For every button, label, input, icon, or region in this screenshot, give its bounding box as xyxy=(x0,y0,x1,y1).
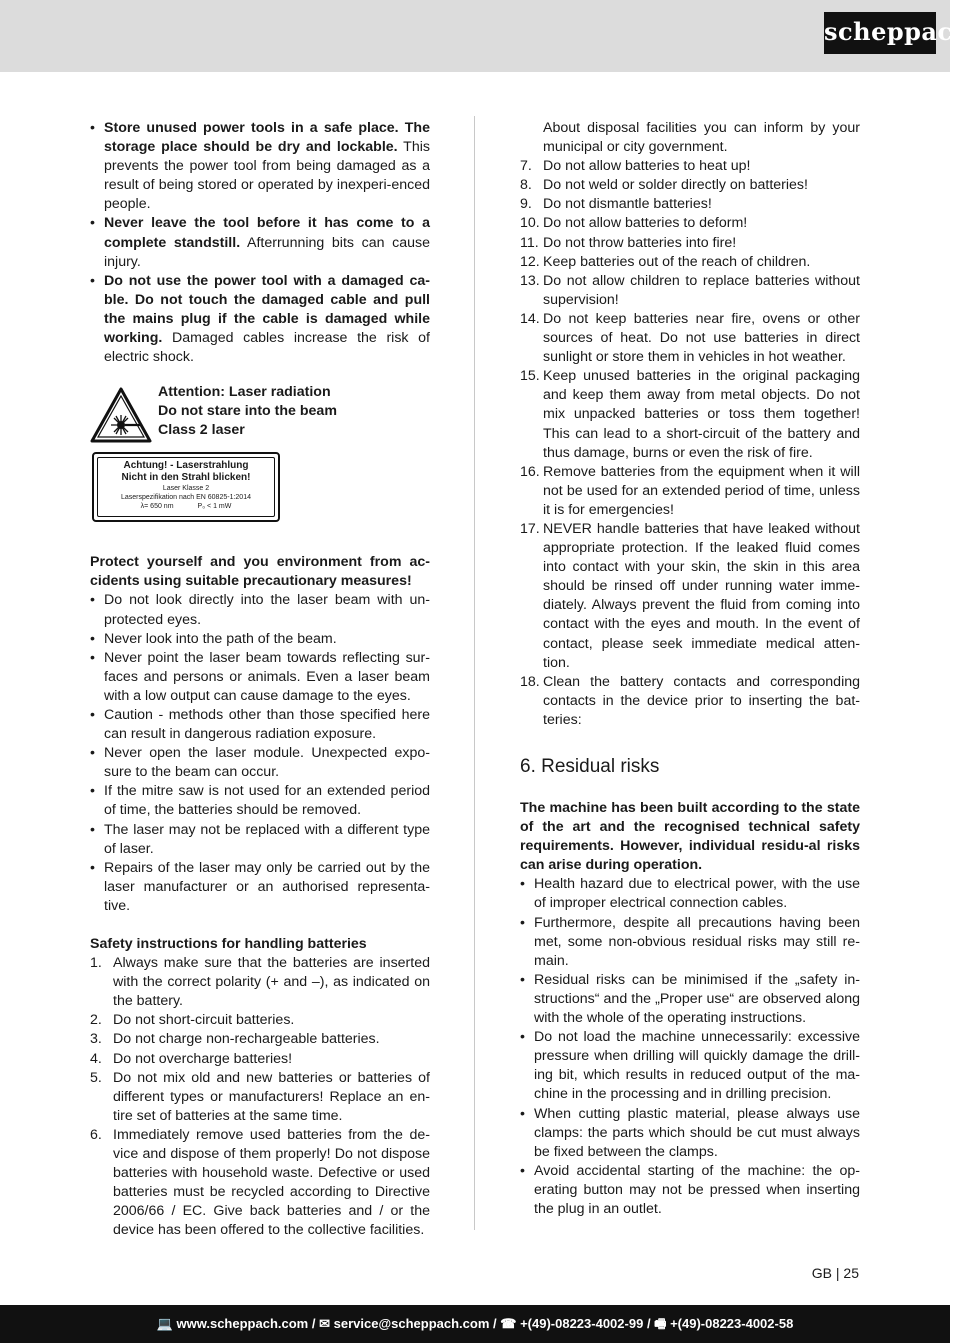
fax-icon: 🖷 xyxy=(654,1316,667,1331)
phone-number: +(49)-08223-4002-99 xyxy=(520,1316,644,1331)
list-item: 4. Do not overcharge batteries! xyxy=(90,1050,293,1067)
laser-safety-list xyxy=(90,591,430,916)
email-icon: ✉ xyxy=(319,1316,330,1331)
list-item: • When cutting plastic material, please always use clamps: the parts which should be cut must always be fixed between the clamps. xyxy=(520,1105,860,1162)
residual-risks-list xyxy=(520,875,860,1219)
list-item: 15. Keep unused batteries in the original packaging and keep them away from metal objects. Do not mix unpacked batteries or toss them together! This can lead to a short-circuit of the battery and thus damage, burns or even the risk of fire. xyxy=(520,368,860,461)
fax-number: +(49)-08223-4002-58 xyxy=(670,1316,794,1331)
right-column xyxy=(520,119,860,1219)
list-item: 8. Do not weld or solder directly on batteries! xyxy=(520,177,808,194)
list-item: 9. Do not dismantle batteries! xyxy=(520,196,712,213)
list-item: • Residual risks can be minimised if the „safety in-structions“ and the „Proper use“ are observed along with the whole of the operating instructions. xyxy=(520,971,860,1028)
list-item: 10. Do not allow batteries to deform! xyxy=(520,215,748,232)
list-item: • Never leave the tool before it has come to a complete standstill. Afterrunning bits can cause injury. xyxy=(90,214,430,271)
list-item: • Furthermore, despite all precautions having been met, some non-obvious residual risks may still re-main. xyxy=(520,914,860,971)
list-item: • Never point the laser beam towards reflecting sur-faces and persons or animals. Even a laser beam with a low output can cause damage to the eyes. xyxy=(90,649,430,706)
battery-list-left xyxy=(90,954,430,1240)
list-item: 16. Remove batteries from the equipment when it will not be used for an extended period of time, unless it is for emergencies! xyxy=(520,463,860,518)
safety-bullets-top xyxy=(90,119,430,367)
battery-list-right xyxy=(520,157,860,730)
battery-heading: Safety instructions for handling batteries xyxy=(90,936,367,952)
list-item: 12. Keep batteries out of the reach of children. xyxy=(520,253,811,270)
residual-intro: The machine has been built according to the state of the art and the recognised technical safety requirements. However, individual residu-al risks can arise during operation. xyxy=(520,800,860,874)
page-number: GB | 25 xyxy=(811,1265,859,1281)
laser-class-label: Achtung! - Laserstrahlung Nicht in den Strahl blicken! Laser Klasse 2 Laserspezifikation nach EN 60825-1:2014 λ= 650 nm P₀ < 1 mW xyxy=(92,452,280,522)
list-item: • Health hazard due to electrical power, with the use of improper electrical connection cables. xyxy=(520,875,860,913)
list-item: • If the mitre saw is not used for an extended period of time, the batteries should be removed. xyxy=(90,782,430,820)
scheppach-logo: scheppach xyxy=(824,12,936,54)
laser-caption: Attention: Laser radiation Do not stare into the beam Class 2 laser xyxy=(158,384,337,439)
footer-bar: 💻 www.scheppach.com / ✉ service@scheppach.com / ☎ +(49)-08223-4002-99 / 🖷 +(49)-08223-4002-58 xyxy=(0,1305,950,1343)
list-item: 18. Clean the battery contacts and corresponding contacts in the device prior to inserting the bat-teries: xyxy=(520,673,860,728)
list-item: • Never look into the path of the beam. xyxy=(90,630,430,649)
left-column xyxy=(90,119,430,1241)
list-item: • Do not look directly into the laser beam with un-protected eyes. xyxy=(90,591,430,629)
phone-icon: ☎ xyxy=(500,1316,517,1331)
list-item: 13. Do not allow children to replace batteries without supervision! xyxy=(520,272,860,308)
section-title: 6. Residual risks xyxy=(520,756,660,777)
email-link[interactable]: service@scheppach.com xyxy=(333,1316,490,1331)
laser-warning xyxy=(90,383,430,533)
list-item: • The laser may not be replaced with a different type of laser. xyxy=(90,821,430,859)
list-item: • Store unused power tools in a safe place. The storage place should be dry and lockable. This prevents the power tool from being damaged as a result of being stored or operated by inexperi-enced people. xyxy=(90,119,430,214)
list-item: • Repairs of the laser may only be carried out by the laser manufacturer or an authorised representa-tive. xyxy=(90,859,430,916)
list-item: 1. Always make sure that the batteries are inserted with the correct polarity (+ and –), as indicated on the battery. xyxy=(90,955,430,1010)
computer-icon: 💻 xyxy=(156,1316,173,1331)
list-item: 14. Do not keep batteries near fire, ovens or other sources of heat. Do not use batteries in direct sunlight or store them in vehicles in hot weather. xyxy=(520,310,860,366)
list-item: 11. Do not throw batteries into fire! xyxy=(520,234,737,251)
list-item: • Caution - methods other than those specified here can result in dangerous radiation exposure. xyxy=(90,706,430,744)
protect-heading: Protect yourself and you environment from ac-cidents using suitable precautionary measures! xyxy=(90,554,430,590)
header-bar xyxy=(0,0,971,72)
list-item: 5. Do not mix old and new batteries or batteries of different types or manufacturers! Replace an en-tire set of batteries at the same time. xyxy=(90,1069,430,1124)
laser-warning-icon xyxy=(90,387,152,443)
list-item: • Avoid accidental starting of the machine: the op-erating button may not be pressed when inserting the plug in an outlet. xyxy=(520,1162,860,1219)
list-item: 6. Immediately remove used batteries from the de-vice and dispose of them properly! Do not dispose batteries with household waste. Defective or used batteries must be recycled according to Directive 2006/66 / EC. Give back batteries and / or the device has been offered to the collective facilities. xyxy=(90,1126,430,1239)
list-item: 17. NEVER handle batteries that have leaked without appropriate protection. If the leaked fluid comes into contact with your skin, the skin in this area should be rinsed off under running water imme-diately. Always prevent the fluid from coming into contact with the eyes and mouth. In the event of contact, please seek immediate medical atten-tion. xyxy=(520,520,860,671)
list-item: 7. Do not allow batteries to heat up! xyxy=(520,158,751,175)
battery-continuation: About disposal facilities you can inform by your municipal or city government. xyxy=(543,120,860,156)
website-link[interactable]: www.scheppach.com xyxy=(176,1316,309,1331)
list-item: 3. Do not charge non-rechargeable batteries. xyxy=(90,1031,380,1048)
list-item: • Do not use the power tool with a damaged ca-ble. Do not touch the damaged cable and pull the mains plug if the cable is damaged while working. Damaged cables increase the risk of electric shock. xyxy=(90,272,430,367)
list-item: • Do not load the machine unnecessarily: excessive pressure when drilling will quickly damage the drill-ing bit, which results in reduced output of the ma-chine in the processing and in drilling precision. xyxy=(520,1028,860,1104)
list-item: 2. Do not short-circuit batteries. xyxy=(90,1012,295,1029)
column-divider xyxy=(474,116,475,1230)
list-item: • Never open the laser module. Unexpected expo-sure to the beam can occur. xyxy=(90,744,430,782)
